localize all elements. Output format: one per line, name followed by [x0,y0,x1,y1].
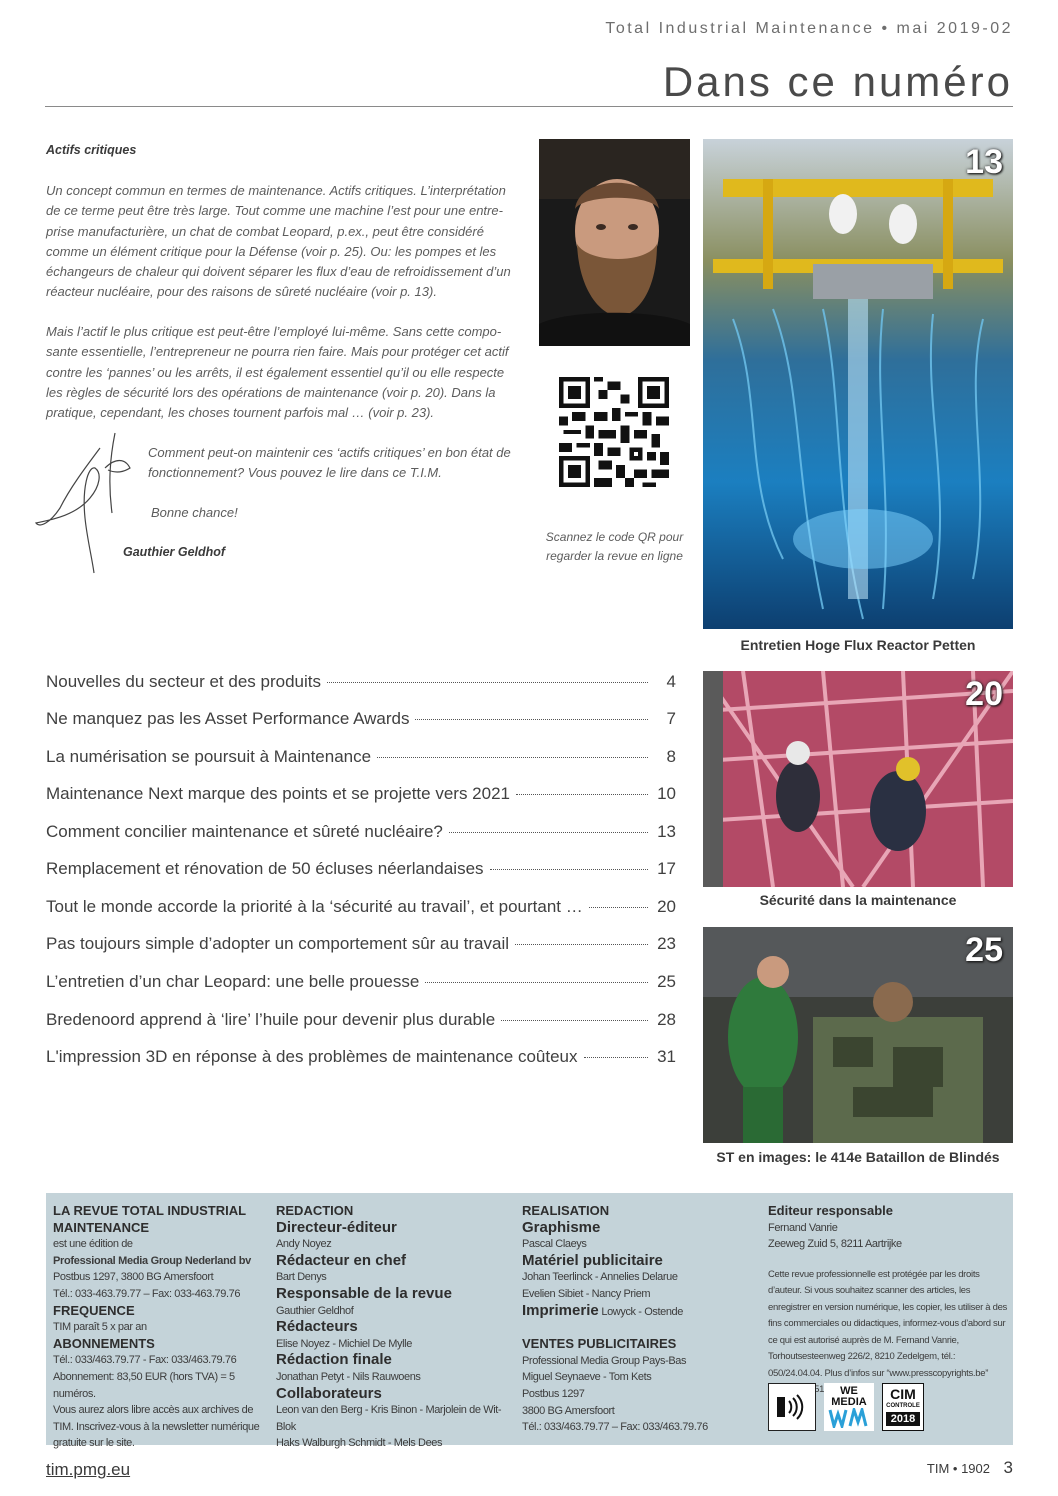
toc-page: 4 [666,672,676,691]
colophon-text: Vous aurez alors libre accès aux archives de [53,1404,254,1417]
qr-code-image[interactable] [559,377,669,487]
photo-caption: Entretien Hoge Flux Reactor Petten [740,637,976,653]
colophon-publisher: Professional Media Group Nederland bv [53,1254,251,1267]
copyright-notice: Cette revue professionnelle est protégée par les droits d’auteur. Si vous souhaitez scanner des articles, les enregistrer en version numérique, les copier, les utiliser à des fins commerciales ou didactiques, informez-vous d’abord sur ce qui est autorisé auprès de M. Fernand Vanrie, Torhoutsesteenweg 226/2, 8210 Zedelgem, tél.: 050/24.04.04. Plus d’infos sur “www.presscopyrights.be” [768,1268,1008,1379]
colophon-role: Matériel publicitaire [522,1251,663,1269]
toc-leader [589,906,648,908]
colophon-heading: FREQUENCE [53,1302,135,1318]
toc-entry[interactable] [46,672,676,698]
toc-page: 28 [657,1010,676,1029]
toc-page: 23 [657,934,676,953]
toc-title: Remplacement et rénovation de 50 écluses néerlandaises [46,859,484,878]
colophon-role: Imprimerie [522,1301,599,1319]
toc-page: 31 [657,1047,676,1066]
toc-leader [501,1019,648,1021]
toc-title: Tout le monde accorde la priorité à la ‘sécurité au travail’, et pourtant … [46,897,583,916]
toc-page: 8 [666,747,676,766]
toc-entry[interactable] [46,972,676,998]
header-issue-line: Total Industrial Maintenance • mai 2019-02 [605,20,1013,37]
colophon-heading: Editeur responsable [768,1203,893,1218]
logo-text: CIM [890,1386,916,1402]
toc-title: Ne manquez pas les Asset Performance Awards [46,709,410,728]
colophon-text: Postbus 1297, 3800 BG Amersfoort [53,1271,214,1284]
colophon-title: LA REVUE TOTAL INDUSTRIAL [53,1203,247,1218]
we-media-mark-icon [824,1408,874,1428]
colophon-text: Miguel Seynaeve - Tom Kets [522,1371,652,1384]
colophon-column-publisher [768,1203,1008,1399]
colophon-text: 3800 BG Amersfoort [522,1404,615,1417]
toc-leader [377,756,648,758]
colophon-name: Elise Noyez - Michiel De Mylle [276,1337,412,1350]
colophon-role: Rédaction finale [276,1351,392,1369]
colophon-role: Graphisme [522,1218,601,1236]
colophon-text: TIM. Inscrivez-vous à la newsletter numérique [53,1420,260,1433]
editorial-sign-off: Bonne chance! [151,505,238,520]
colophon-text: Tél.: 033/463.79.77 - Fax: 033/463.79.76 [53,1354,237,1367]
colophon-column-redaction [276,1203,506,1452]
logo-text: MEDIA [831,1396,867,1408]
toc-title: Maintenance Next marque des points et se projette vers 2021 [46,784,510,803]
editorial-paragraph-2: Mais l’actif le plus critique est peut-être l’employé lui-même. Sans cette compo-sante essentielle, l’entrepreneur ne pourra rien faire. Mais pour protéger cet actif contre les ‘pannes’ ou les arrêts, il est également essentiel qu’il ou elle respecte les règles de sécurité lors des opérations de maintenance (voir p. 20). Dans la pratique, cependant, les choses tournent parfois mal … (voir p. 23). [46,324,509,421]
header-divider [45,106,1013,107]
toc-entry[interactable] [46,897,676,923]
toc-leader [490,868,648,870]
toc-page: 17 [657,859,676,878]
toc-title: L'impression 3D en réponse à des problèmes de maintenance coûteux [46,1047,578,1066]
toc-title: La numérisation se poursuit à Maintenance [46,747,372,766]
colophon-heading: ABONNEMENTS [53,1335,155,1351]
colophon-text: Tél.: 033-463.79.77 – Fax: 033-463.79.76 [53,1287,241,1300]
toc-leader [584,1056,648,1058]
photo-safety[interactable] [703,671,1013,887]
colophon-text: est une édition de [53,1238,133,1251]
colophon-name: Johan Teerlinck - Annelies Delarue [522,1271,678,1284]
photo-page-number: 13 [965,143,1003,181]
colophon-name: Leon van den Berg - Kris Binon - Marjolein de Wit-Blok [276,1404,502,1433]
toc-leader [425,981,648,983]
toc-page: 25 [657,972,676,991]
colophon-role: Rédacteur en chef [276,1251,407,1269]
editorial-author: Gauthier Geldhof [123,545,226,559]
colophon-role: Collaborateurs [276,1384,382,1402]
colophon-name: Gauthier Geldhof [276,1304,354,1317]
colophon-name: Bart Denys [276,1271,327,1284]
colophon-text: Zeeweg Zuid 5, 8211 Aartrijke [768,1238,902,1251]
photo-caption: Sécurité dans la maintenance [759,892,957,908]
colophon-text: Professional Media Group Pays-Bas [522,1354,687,1367]
photo-tank-engine[interactable] [703,927,1013,1143]
logo-text: CONTROLE [886,1403,920,1409]
toc-entry[interactable] [46,747,676,773]
toc-page: 13 [657,822,676,841]
colophon-text: TIM paraît 5 x par an [53,1321,147,1334]
toc-page: 20 [657,897,676,916]
colophon-column-realisation [522,1203,752,1436]
qr-caption: Scannez le code QR pour regarder la revue en ligne [545,530,684,563]
toc-entry[interactable] [46,859,676,885]
colophon-name: Jonathan Petyt - Nils Rauwoens [276,1370,421,1383]
logo-text: 2018 [886,1412,920,1426]
toc-page: 7 [666,709,676,728]
author-portrait-photo [539,139,690,346]
website-link[interactable]: tim.pmg.eu [46,1460,131,1479]
colophon-name: Lowyck - Ostende [601,1305,683,1318]
toc-title: L’entretien d’un char Leopard: une belle prouesse [46,972,420,991]
colophon-heading: REDACTION [276,1203,354,1218]
colophon-role: Responsable de la revue [276,1284,452,1302]
colophon-name: Haks Walburgh Schmidt - Mels Dees [276,1437,443,1450]
colophon-role: Rédacteurs [276,1318,358,1336]
toc-entry[interactable] [46,1047,676,1073]
editorial-closing: Comment peut-on maintenir ces ‘actifs critiques’ en bon état de fonctionnement? Vous pouvez le lire dans ce T.I.M. [148,445,511,481]
toc-leader [415,718,648,720]
toc-entry[interactable] [46,822,676,848]
toc-leader [515,943,648,945]
toc-title: Bredenoord apprend à ‘lire’ l’huile pour devenir plus durable [46,1010,496,1029]
photo-page-number: 25 [965,931,1003,969]
page-title: Dans ce numéro [662,58,1013,105]
toc-entry[interactable] [46,1010,676,1036]
editorial-paragraph-1: Un concept commun en termes de maintenance. Actifs critiques. L’interprétation de ce terme peut être très large. Tout comme une machine l’est pour une entre-prise manufacturière, un chat de combat Leopard, p.ex., peut être considéré comme un élément critique pour la Défense (voir p. 25). Ou: les pompes et les échangeurs de chaleur qui doivent séparer les flux d’eau de refroidissement d’un réacteur nucléaire, pour des raisons de sûreté nucléaire (voir p. 13). [46,183,511,300]
colophon-column-publication [53,1203,268,1452]
toc-entry[interactable] [46,784,676,810]
toc-entry[interactable] [46,709,676,735]
colophon-name: Pascal Claeys [522,1238,587,1251]
we-media-logo [824,1383,874,1431]
photo-page-number: 20 [965,675,1003,713]
cim-control-logo [882,1383,924,1431]
toc-title: Pas toujours simple d’adopter un comportement sûr au travail [46,934,510,953]
colophon-name: Andy Noyez [276,1238,332,1251]
colophon-text: Postbus 1297 [522,1387,585,1400]
toc-entry[interactable] [46,934,676,960]
toc-leader [449,831,648,833]
toc-leader [516,793,648,795]
colophon-heading: REALISATION [522,1203,610,1218]
footer-magazine-issue: TIM • 1902 [926,1461,990,1476]
toc-leader [327,681,648,683]
colophon-heading: VENTES PUBLICITAIRES [522,1336,677,1352]
colophon-name: Evelien Sibiet - Nancy Priem [522,1287,651,1300]
toc-page: 10 [657,784,676,803]
colophon-text: gratuite sur le site. [53,1437,135,1450]
toc-title: Comment concilier maintenance et sûreté nucléaire? [46,822,443,841]
colophon-title: MAINTENANCE [53,1219,150,1235]
photo-caption: ST en images: le 414e Bataillon de Blindés [716,1149,1000,1165]
colophon-name: Fernand Vanrie [768,1221,838,1234]
editorial-heading: Actifs critiques [46,143,137,157]
colophon-role: Directeur-éditeur [276,1218,397,1236]
page-number: 3 [1003,1458,1013,1477]
colophon-text: Tél.: 033/463.79.77 – Fax: 033/463.79.76 [522,1421,708,1434]
logo-text: WE [840,1385,858,1397]
press-copyrights-logo [768,1383,816,1431]
colophon-text: Abonnement: 83,50 EUR (hors TVA) = 5 numéros. [53,1370,235,1400]
toc-title: Nouvelles du secteur et des produits [46,672,321,691]
photo-reactor[interactable] [703,139,1013,629]
